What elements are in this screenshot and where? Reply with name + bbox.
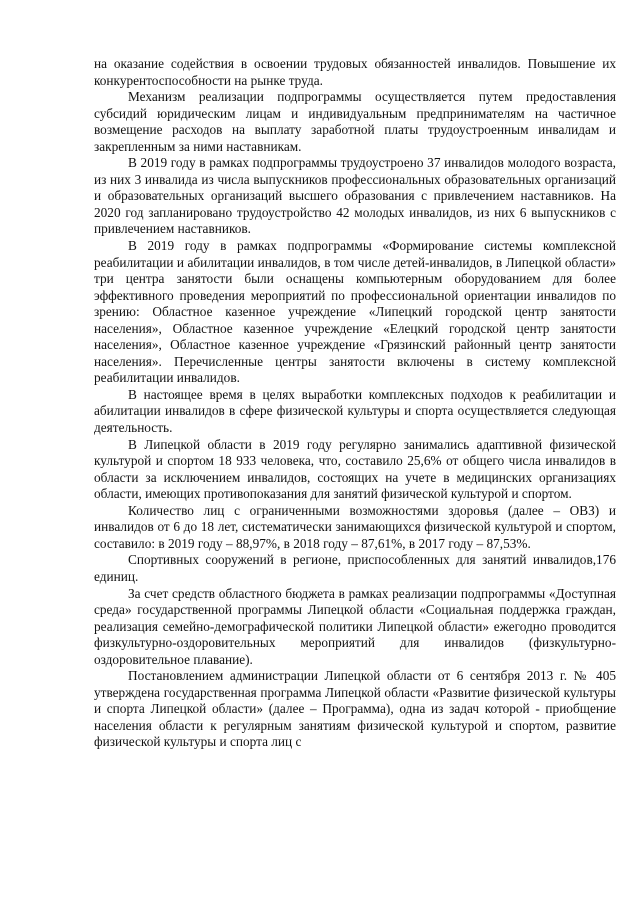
paragraph-regional-budget: За счет средств областного бюджета в рамках реализации подпрограммы «Доступная среда» государственной программы Липецкой области «Социальная поддержка граждан, реализация семейно-демографической политики Липецкой области» ежегодно проводится физкультурно-оздоровительных мероприятий для инвалидов (физкультурно-оздоровительное плавание).: [94, 585, 616, 667]
paragraph-employment-centers: В 2019 году в рамках подпрограммы «Формирование системы комплексной реабилитации и абилитации инвалидов, в том числе детей-инвалидов, в Липецкой области» три центра занятости были оснащены компьютерным оборудованием для более эффективного проведения мероприятий по профессиональной ориентации инвалидов по зрению: Областное казенное учреждение «Липецкий городской центр занятости населения», Областное казенное учреждение «Елецкий городской центр занятости населения», Областное казенное учреждение «Грязинский районный центр занятости населения». Перечисленные центры занятости включены в систему комплексной реабилитации инвалидов.: [94, 238, 616, 386]
paragraph-current-activity: В настоящее время в целях выработки комплексных подходов к реабилитации и абилитации инвалидов в сфере физической культуры и спорта осуществляется следующая деятельность.: [94, 386, 616, 436]
paragraph-subprogram-mechanism: Механизм реализации подпрограммы осуществляется путем предоставления субсидий юридическим лицам и индивидуальным предпринимателям на частичное возмещение расходов на выплату заработной платы трудоустроенным инвалидам и закрепленным за ними наставникам.: [94, 89, 616, 154]
paragraph-ovz-share: Количество лиц с ограниченными возможностями здоровья (далее – ОВЗ) и инвалидов от 6 до 18 лет, систематически занимающихся физической культурой и спортом, составило: в 2019 году – 88,97%, в 2018 году – 87,61%, в 2017 году – 87,53%.: [94, 502, 616, 551]
paragraph-continuation: на оказание содействия в освоении трудовых обязанностей инвалидов. Повышение их конкурентоспособности на рынке труда.: [94, 56, 616, 88]
paragraph-adaptive-sport-2019: В Липецкой области в 2019 году регулярно занимались адаптивной физической культурой и спортом 18 933 человека, что, составило 25,6% от общего числа инвалидов в области за исключением инвалидов, состоящих на учете в медицинских организациях области, имеющих противопоказания для занятий физической культурой и спортом.: [94, 436, 616, 502]
paragraph-state-program: Постановлением администрации Липецкой области от 6 сентября 2013 г. № 405 утверждена государственная программа Липецкой области «Развитие физической культуры и спорта Липецкой области» (далее – Программа), одна из задач которой - приобщение населения области к регулярным занятиям физической культурой и спортом, развитие физической культуры и спорта лиц с: [94, 668, 616, 750]
paragraph-employment-2019: В 2019 году в рамках подпрограммы трудоустроено 37 инвалидов молодого возраста, из них 3 инвалида из числа выпускников профессиональных образовательных организаций и образовательных организаций высшего образования с привлечением наставников. На 2020 год запланировано трудоустройство 42 молодых инвалидов, из них 6 выпускников с привлечением наставников.: [94, 155, 616, 237]
paragraph-sport-facilities: Спортивных сооружений в регионе, приспособленных для занятий инвалидов,176 единиц.: [94, 552, 616, 584]
document-page: [94, 56, 616, 751]
